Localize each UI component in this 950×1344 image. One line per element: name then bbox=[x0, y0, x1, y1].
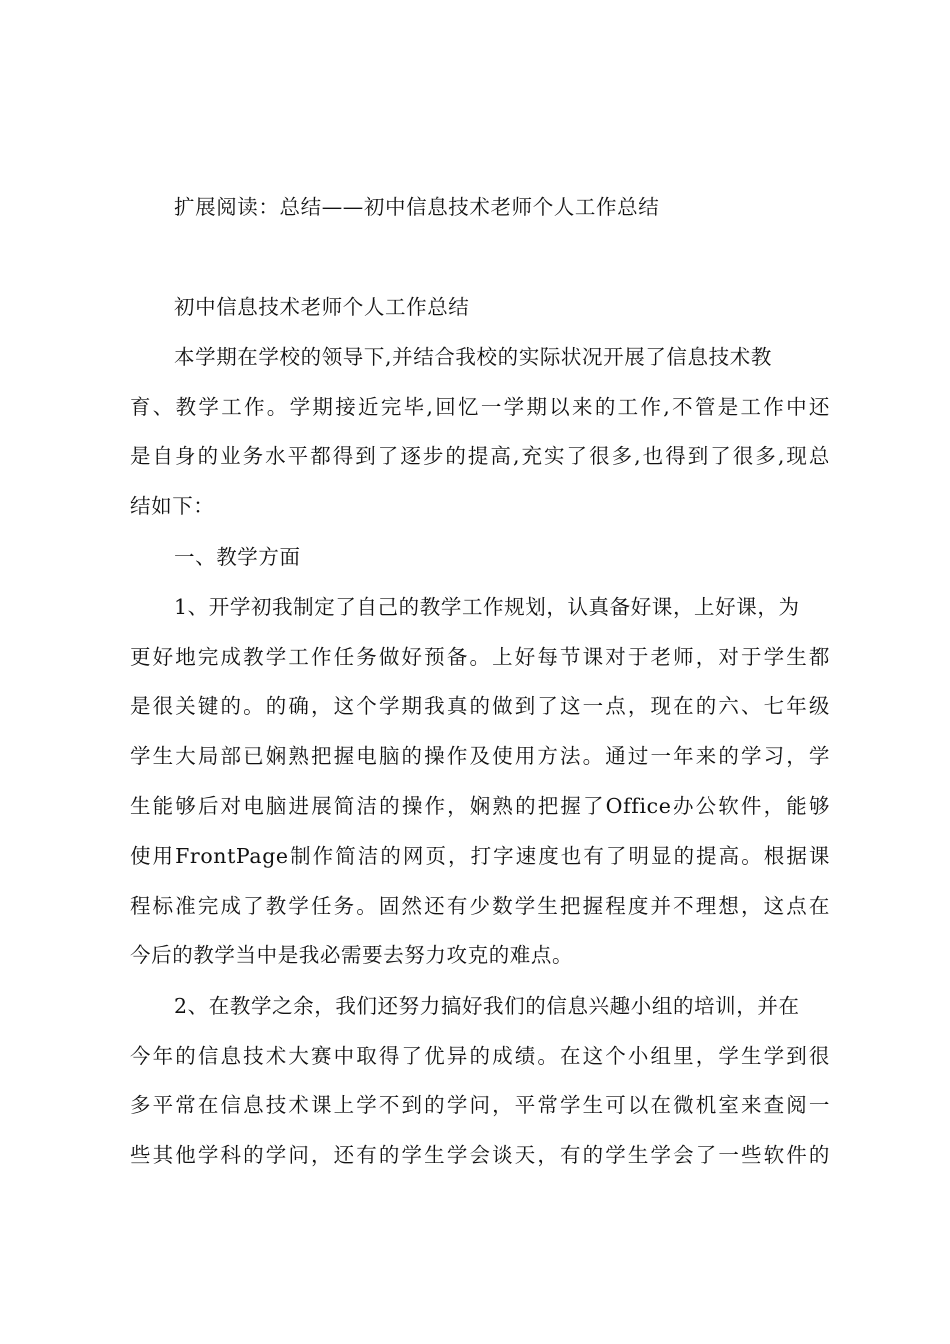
body-line: 结如下： bbox=[130, 494, 215, 518]
body-line: 1、开学初我制定了自己的教学工作规划，认真备好课，上好课，为 bbox=[174, 595, 800, 619]
document-subtitle: 初中信息技术老师个人工作总结 bbox=[174, 295, 470, 319]
section-heading: 一、教学方面 bbox=[174, 545, 301, 569]
body-line: 今后的教学当中是我必需要去努力攻克的难点。 bbox=[130, 943, 574, 967]
body-line: 程标准完成了教学任务。固然还有少数学生把握程度并不理想，这点在 bbox=[130, 894, 830, 918]
body-line: 多平常在信息技术课上学不到的学问，平常学生可以在微机室来查阅一 bbox=[130, 1093, 830, 1117]
body-line: 今年的信息技术大赛中取得了优异的成绩。在这个小组里，学生学到很 bbox=[130, 1044, 830, 1068]
body-line: 是自身的业务水平都得到了逐步的提高,充实了很多,也得到了很多,现总 bbox=[130, 444, 830, 468]
body-line: 更好地完成教学工作任务做好预备。上好每节课对于老师，对于学生都 bbox=[130, 645, 830, 669]
body-line: 使用FrontPage制作简洁的网页，打字速度也有了明显的提高。根据课 bbox=[130, 844, 830, 868]
body-line: 学生大局部已娴熟把握电脑的操作及使用方法。通过一年来的学习，学 bbox=[130, 744, 830, 768]
body-line: 些其他学科的学问，还有的学生学会谈天，有的学生学会了一些软件的 bbox=[130, 1143, 830, 1167]
body-line: 2、在教学之余，我们还努力搞好我们的信息兴趣小组的培训，并在 bbox=[174, 994, 800, 1018]
body-line: 育、教学工作。学期接近完毕,回忆一学期以来的工作,不管是工作中还 bbox=[130, 395, 830, 419]
document-heading: 扩展阅读：总结——初中信息技术老师个人工作总结 bbox=[174, 195, 660, 219]
body-line: 本学期在学校的领导下,并结合我校的实际状况开展了信息技术教 bbox=[174, 345, 772, 369]
body-line: 是很关键的。的确，这个学期我真的做到了这一点，现在的六、七年级 bbox=[130, 694, 830, 718]
body-line: 生能够后对电脑进展简洁的操作，娴熟的把握了Office办公软件，能够 bbox=[130, 794, 830, 818]
